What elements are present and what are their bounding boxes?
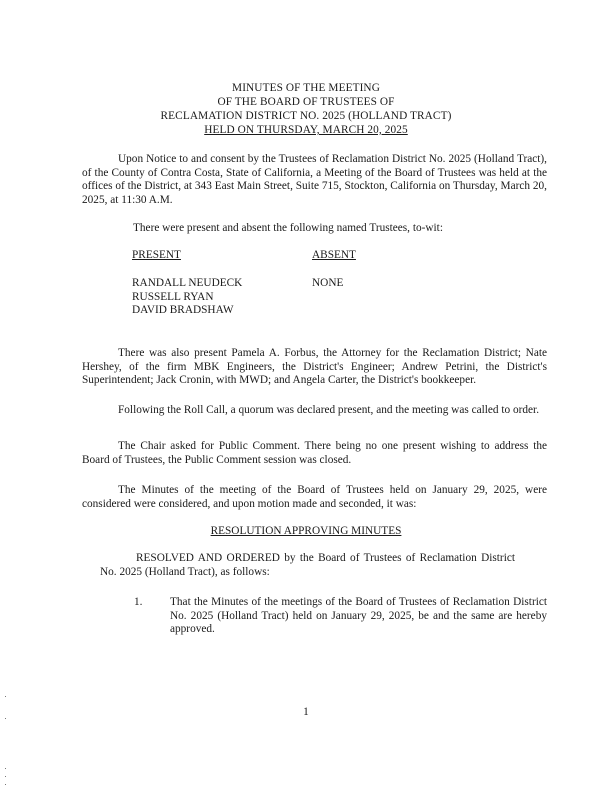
resolution-item-text: That the Minutes of the meetings of the Board of Trustees of Reclamation District No. 2025 (Holland Tract) held on January 29, 2025, be and the same are hereby approved. <box>170 596 547 636</box>
public-comment-paragraph: The Chair asked for Public Comment. There being no one present wishing to address the Board of Trustees, the Public Comment session was closed. <box>82 440 547 466</box>
present-header-label: PRESENT <box>132 249 181 261</box>
scan-speck <box>5 784 6 785</box>
resolution-item-number: 1. <box>134 596 143 608</box>
scan-speck <box>5 768 6 769</box>
present-trustee: RANDALL NEUDECK <box>132 277 243 289</box>
minutes-paragraph: The Minutes of the meeting of the Board of Trustees held on January 29, 2025, were considered were considered, and upon motion made and seconded, it was: <box>82 484 547 510</box>
heading-line-3: RECLAMATION DISTRICT NO. 2025 (HOLLAND TRACT) <box>160 110 452 122</box>
absent-list <box>312 277 343 291</box>
present-trustee: DAVID BRADSHAW <box>132 304 234 317</box>
resolution-title <box>0 525 612 539</box>
scan-speck <box>5 696 6 697</box>
scan-speck <box>5 776 6 777</box>
page-number: 1 <box>303 706 309 718</box>
heading-line-1: MINUTES OF THE MEETING <box>232 82 380 94</box>
meeting-date-heading: HELD ON THURSDAY, MARCH 20, 2025 <box>204 124 408 136</box>
absent-header <box>312 249 356 263</box>
resolution-title-label: RESOLUTION APPROVING MINUTES <box>210 525 402 537</box>
heading-line-4 <box>0 124 612 138</box>
absent-trustee: NONE <box>312 277 344 289</box>
intro-paragraph: Upon Notice to and consent by the Trustees of Reclamation District No. 2025 (Holland Tract), of the County of Contra Costa, State of California, a Meeting of the Board of Trustees was held at the offices of the District, at 343 East Main Street, Suite 715, Stockton, California on Thursday, March 20, 2025, at 11:30 A.M. <box>82 153 547 206</box>
present-trustee: RUSSELL RYAN <box>132 290 214 303</box>
scan-speck <box>5 718 6 719</box>
attendance-intro: There were present and absent the following named Trustees, to-wit: <box>133 222 443 234</box>
also-present-paragraph: There was also present Pamela A. Forbus, the Attorney for the Reclamation District; Nate Hershey, of the firm MBK Engineers, the District's Engineer; Andrew Petrini, the District's Superintendent; Jack Cronin, with MWD; and Angela Carter, the District's bookkeeper. <box>82 347 547 387</box>
absent-header-label: ABSENT <box>312 249 356 261</box>
present-list <box>132 277 242 318</box>
present-header <box>132 249 181 263</box>
heading-line-2: OF THE BOARD OF TRUSTEES OF <box>217 96 395 108</box>
roll-call-paragraph: Following the Roll Call, a quorum was declared present, and the meeting was called to order. <box>118 404 540 416</box>
resolution-preamble: RESOLVED AND ORDERED by the Board of Trustees of Reclamation District No. 2025 (Holland Tract), as follows: <box>100 552 515 578</box>
